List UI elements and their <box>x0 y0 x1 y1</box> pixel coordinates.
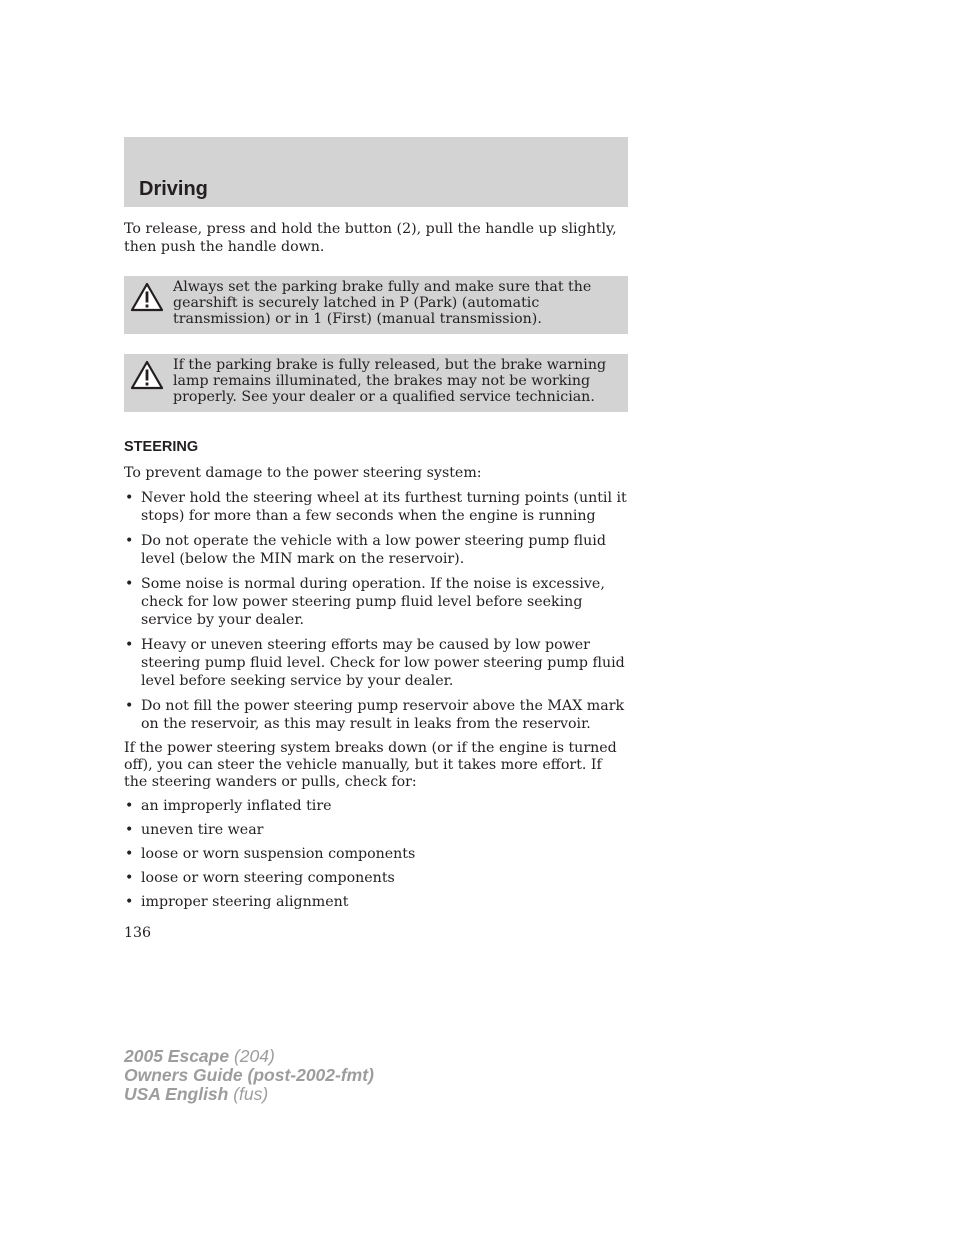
list-item <box>124 845 628 863</box>
bullet-glyph: • <box>125 698 134 714</box>
list-item-text: an improperly inflated tire <box>141 798 332 814</box>
list-item <box>124 821 628 839</box>
list-item <box>124 697 628 733</box>
bullet-glyph: • <box>125 637 134 653</box>
list-item-text: Some noise is normal during operation. If the noise is excessive, check for low power steering pump fluid level before seeking service by your dealer. <box>141 576 605 628</box>
bullet-glyph: • <box>125 533 134 549</box>
steering-check-list <box>124 797 628 911</box>
bullet-glyph: • <box>125 798 134 814</box>
list-item-text: uneven tire wear <box>141 822 264 838</box>
warning-box-brake-lamp <box>124 354 628 412</box>
list-item-text: improper steering alignment <box>141 894 349 910</box>
list-item <box>124 575 628 629</box>
page-content <box>124 220 628 911</box>
document-footer <box>124 1047 374 1104</box>
steering-lead: To prevent damage to the power steering system: <box>124 465 482 481</box>
list-item-text: loose or worn suspension components <box>141 846 416 862</box>
list-item <box>124 893 628 911</box>
list-item-text: Never hold the steering wheel at its furthest turning points (until it stops) for more than a few seconds when the engine is running <box>141 490 627 524</box>
list-item <box>124 532 628 568</box>
bullet-glyph: • <box>125 490 134 506</box>
list-item <box>124 869 628 887</box>
list-item-text: Do not operate the vehicle with a low power steering pump fluid level (below the MIN mark on the reservoir). <box>141 533 606 567</box>
page-number: 136 <box>124 925 152 941</box>
warning-triangle-icon <box>130 360 164 390</box>
footer-model-code: (204) <box>233 1046 275 1066</box>
bullet-glyph: • <box>125 846 134 862</box>
list-item <box>124 636 628 690</box>
footer-language-line <box>124 1085 374 1104</box>
intro-paragraph: To release, press and hold the button (2), pull the handle up slightly, then push the handle down. <box>124 221 617 255</box>
warning-triangle-icon <box>130 282 164 312</box>
list-item-text: Heavy or uneven steering efforts may be caused by low power steering pump fluid level. Check for low power steering pump fluid level before seeking service by your dealer. <box>141 637 625 689</box>
footer-model: 2005 Escape <box>124 1046 230 1066</box>
bullet-glyph: • <box>125 822 134 838</box>
footer-model-line <box>124 1047 374 1066</box>
warning-box-parking-brake-set <box>124 276 628 334</box>
bullet-glyph: • <box>125 894 134 910</box>
section-title: Driving <box>139 178 208 200</box>
list-item-text: Do not fill the power steering pump reservoir above the MAX mark on the reservoir, as this may result in leaks from the reservoir. <box>141 698 625 732</box>
steering-precautions-list <box>124 489 628 733</box>
list-item <box>124 489 628 525</box>
list-item <box>124 797 628 815</box>
warning-text: If the parking brake is fully released, but the brake warning lamp remains illuminated, the brakes may not be working properly. See your dealer or a qualified service technician. <box>173 357 607 405</box>
list-item-text: loose or worn steering components <box>141 870 395 886</box>
warning-text: Always set the parking brake fully and make sure that the gearshift is securely latched in P (Park) (automatic transmission) or in 1 (First) (manual transmission). <box>173 279 592 327</box>
bullet-glyph: • <box>125 576 134 592</box>
bullet-glyph: • <box>125 870 134 886</box>
footer-guide: Owners Guide (post-2002-fmt) <box>124 1065 374 1085</box>
footer-guide-line <box>124 1066 374 1085</box>
footer-language-code: (fus) <box>233 1084 269 1104</box>
steering-heading: STEERING <box>124 439 199 455</box>
section-header-band <box>124 137 628 207</box>
footer-language: USA English <box>124 1084 229 1104</box>
manual-steering-paragraph: If the power steering system breaks down (or if the engine is turned off), you can steer the vehicle manually, but it takes more effort. If the steering wanders or pulls, check for: <box>124 740 617 790</box>
